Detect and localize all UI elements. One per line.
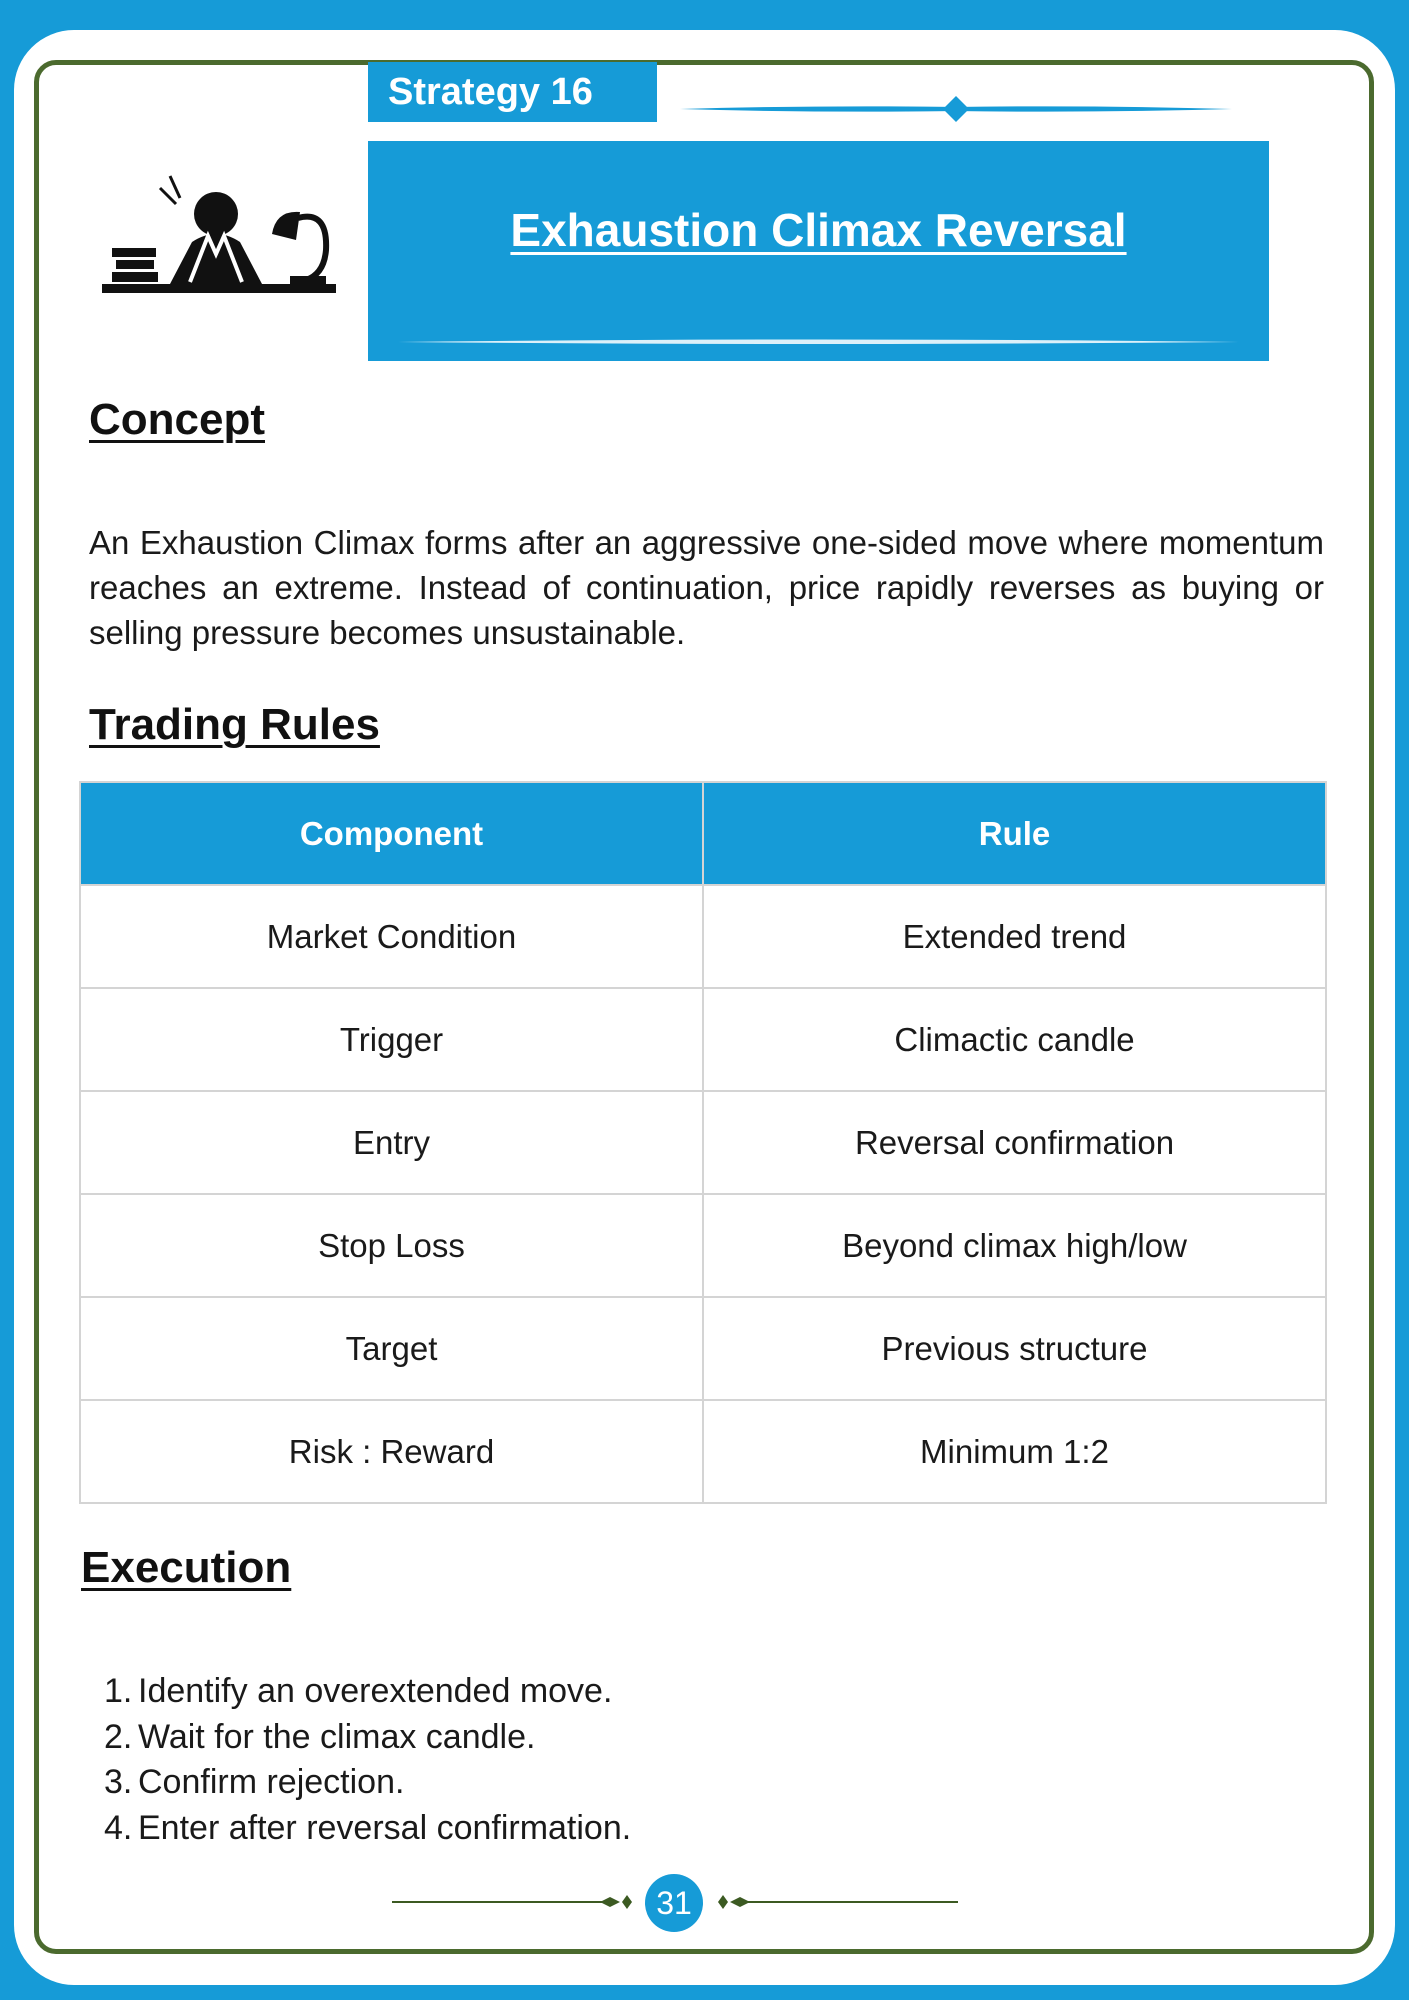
step-text: Wait for the climax candle.: [138, 1717, 536, 1756]
table-row: [80, 1194, 1326, 1297]
title-swoosh-icon: [398, 336, 1239, 348]
table-row: [80, 1091, 1326, 1194]
component-cell: Target: [80, 1297, 703, 1400]
stressed-trader-icon: [100, 170, 340, 300]
header-divider-icon: [680, 94, 1232, 124]
step-number: 1.: [104, 1672, 133, 1710]
concept-text: An Exhaustion Climax forms after an aggressive one-sided move where momentum reaches an extreme. Instead of continuation, price rapidly reverses as buying or selling pressure becomes unsustainable.: [89, 524, 1324, 651]
table-row: [80, 885, 1326, 988]
step-number: 4.: [104, 1808, 133, 1847]
execution-heading: Execution: [81, 1543, 292, 1592]
list-item: [104, 1760, 631, 1806]
step-text: Confirm rejection.: [138, 1763, 405, 1801]
column-header-component: Component: [80, 782, 703, 885]
component-cell: Market Condition: [80, 885, 703, 988]
step-number: 3.: [104, 1763, 133, 1801]
list-item: [104, 1715, 631, 1761]
component-cell: Risk : Reward: [80, 1400, 703, 1503]
table-row: [80, 1297, 1326, 1400]
component-cell: Trigger: [80, 988, 703, 1091]
step-text: Identify an overextended move.: [138, 1672, 613, 1710]
rule-cell: Extended trend: [703, 885, 1326, 988]
column-header-rule: Rule: [703, 782, 1326, 885]
step-text: Enter after reversal confirmation.: [138, 1808, 632, 1847]
execution-steps: [104, 1669, 631, 1851]
table-row: [80, 1400, 1326, 1503]
trading-rules-heading: Trading Rules: [89, 700, 380, 749]
rule-cell: Reversal confirmation: [703, 1091, 1326, 1194]
trading-rules-table: [79, 781, 1327, 1504]
concept-heading: Concept: [89, 395, 265, 444]
title-banner: [368, 141, 1269, 361]
rule-cell: Previous structure: [703, 1297, 1326, 1400]
component-cell: Entry: [80, 1091, 703, 1194]
table-row: [80, 988, 1326, 1091]
page-number: 31: [645, 1874, 703, 1932]
table-header-row: [80, 782, 1326, 885]
rule-cell: Minimum 1:2: [703, 1400, 1326, 1503]
rule-cell: Climactic candle: [703, 988, 1326, 1091]
step-number: 2.: [104, 1717, 133, 1756]
strategy-tag: Strategy 16: [368, 62, 657, 122]
page-title: Exhaustion Climax Reversal: [510, 204, 1127, 256]
list-item: [104, 1806, 631, 1852]
component-cell: Stop Loss: [80, 1194, 703, 1297]
rule-cell: Beyond climax high/low: [703, 1194, 1326, 1297]
list-item: [104, 1669, 631, 1715]
